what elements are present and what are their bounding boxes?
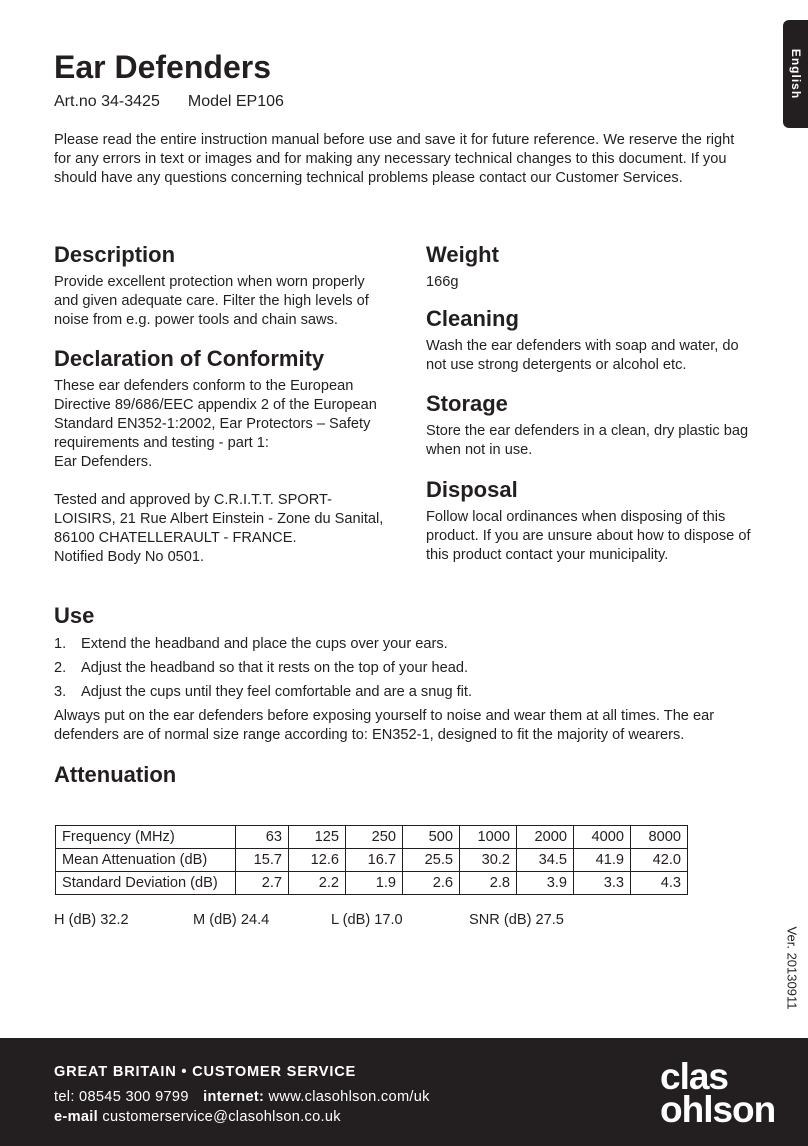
table-cell: 15.7	[236, 849, 289, 872]
attenuation-table	[55, 825, 688, 895]
table-cell: 250	[346, 826, 403, 849]
internet-label: internet:	[203, 1089, 265, 1105]
attenuation-heading: Attenuation	[54, 762, 177, 787]
table-cell: 63	[236, 826, 289, 849]
step-number: 1.	[54, 636, 67, 652]
table-cell: 2.2	[289, 872, 346, 895]
step-number: 2.	[54, 660, 67, 676]
cleaning-heading: Cleaning	[426, 306, 519, 331]
table-row	[56, 826, 688, 849]
email-label: e-mail	[54, 1109, 98, 1125]
conformity-text-2b: Notified Body No 0501.	[54, 549, 205, 565]
table-cell: 1.9	[346, 872, 403, 895]
table-cell: 30.2	[460, 849, 517, 872]
row-label: Mean Attenuation (dB)	[56, 849, 236, 872]
table-cell: 34.5	[517, 849, 574, 872]
storage-text: Store the ear defenders in a clean, dry plastic bag when not in use.	[426, 423, 749, 458]
logo-line-2: ohlson	[660, 1089, 776, 1130]
right-column	[426, 241, 756, 565]
article-number: Art.no 34-3425	[54, 93, 160, 110]
table-cell: 2.6	[403, 872, 460, 895]
logo-line-1: clas	[660, 1056, 729, 1097]
table-row	[56, 849, 688, 872]
conformity-text-2: Tested and approved by C.R.I.T.T. SPORT-LOISIRS, 21 Rue Albert Einstein - Zone du Sanital, 86100 CHATELLERAULT - FRANCE.	[54, 492, 384, 546]
row-label: Standard Deviation (dB)	[56, 872, 236, 895]
l-value: L (dB) 17.0	[331, 912, 403, 928]
table-row	[56, 872, 688, 895]
disposal-text: Follow local ordinances when disposing of this product. If you are unsure about how to dispose of this product contact your municipality.	[426, 509, 751, 563]
description-section	[54, 241, 384, 330]
description-text: Provide excellent protection when worn properly and given adequate care. Filter the high levels of noise from e.g. power tools and chain saws.	[54, 274, 369, 328]
table-cell: 4000	[574, 826, 631, 849]
table-cell: 12.6	[289, 849, 346, 872]
table-cell: 1000	[460, 826, 517, 849]
use-note: Always put on the ear defenders before exposing yourself to noise and wear them at all times. The ear defenders are of normal size range according to: EN352-1, designed to fit the majority of wearers.	[54, 708, 715, 743]
model-number: Model EP106	[187, 93, 284, 110]
use-step	[54, 659, 754, 678]
footer	[0, 1038, 808, 1146]
storage-heading: Storage	[426, 391, 508, 416]
clas-ohlson-logo	[660, 1056, 776, 1130]
weight-section	[426, 241, 756, 292]
snr-value: SNR (dB) 27.5	[469, 912, 564, 928]
use-section	[54, 602, 754, 745]
conformity-section	[54, 345, 384, 567]
left-column	[54, 241, 384, 567]
footer-contact-line	[54, 1089, 430, 1105]
storage-section	[426, 390, 756, 460]
intro-text: Please read the entire instruction manual before use and save it for future reference. We reserve the right for any errors in text or images and for making any necessary technical changes to this document. If you should have any questions concerning technical problems please contact our Customer Services.	[54, 132, 735, 186]
weight-text: 166g	[426, 274, 459, 290]
description-heading: Description	[54, 242, 176, 267]
footer-title: GREAT BRITAIN • CUSTOMER SERVICE	[54, 1064, 357, 1080]
cleaning-text: Wash the ear defenders with soap and water, do not use strong detergents or alcohol etc.	[426, 338, 739, 373]
disposal-section	[426, 476, 756, 565]
row-label: Frequency (MHz)	[56, 826, 236, 849]
table-cell: 3.3	[574, 872, 631, 895]
use-step	[54, 635, 754, 654]
email-link[interactable]: customerservice@clasohlson.co.uk	[102, 1109, 341, 1125]
table-cell: 3.9	[517, 872, 574, 895]
footer-email-line	[54, 1109, 341, 1125]
h-value: H (dB) 32.2	[54, 912, 129, 928]
table-cell: 2.7	[236, 872, 289, 895]
table-cell: 125	[289, 826, 346, 849]
use-heading: Use	[54, 603, 95, 628]
step-text: Adjust the cups until they feel comfortable and are a snug fit.	[81, 684, 473, 700]
table-cell: 2.8	[460, 872, 517, 895]
cleaning-section	[426, 305, 756, 375]
weight-heading: Weight	[426, 242, 499, 267]
use-steps	[54, 635, 754, 702]
internet-link[interactable]: www.clasohlson.com/uk	[268, 1089, 430, 1105]
conformity-text-1: These ear defenders conform to the European Directive 89/686/EEC appendix 2 of the European Standard EN352-1:2002, Ear Protectors – Safety requirements and testing - part 1:	[54, 378, 377, 451]
table-cell: 4.3	[631, 872, 688, 895]
step-number: 3.	[54, 684, 67, 700]
table-cell: 25.5	[403, 849, 460, 872]
table-cell: 16.7	[346, 849, 403, 872]
step-text: Extend the headband and place the cups over your ears.	[81, 636, 448, 652]
table-cell: 41.9	[574, 849, 631, 872]
m-value: M (dB) 24.4	[193, 912, 270, 928]
table-cell: 2000	[517, 826, 574, 849]
tel-value: 08545 300 9799	[79, 1089, 189, 1105]
table-cell: 8000	[631, 826, 688, 849]
use-step	[54, 683, 754, 702]
disposal-heading: Disposal	[426, 477, 518, 502]
version-label: Ver. 20130911	[784, 926, 800, 1010]
tel-label: tel:	[54, 1089, 75, 1105]
conformity-heading: Declaration of Conformity	[54, 346, 325, 371]
language-label: English	[788, 48, 803, 100]
conformity-text-1b: Ear Defenders.	[54, 454, 153, 470]
step-text: Adjust the headband so that it rests on the top of your head.	[81, 660, 468, 676]
page-title: Ear Defenders	[54, 49, 271, 85]
table-cell: 42.0	[631, 849, 688, 872]
article-line	[54, 92, 284, 112]
language-tab	[783, 20, 808, 128]
table-cell: 500	[403, 826, 460, 849]
